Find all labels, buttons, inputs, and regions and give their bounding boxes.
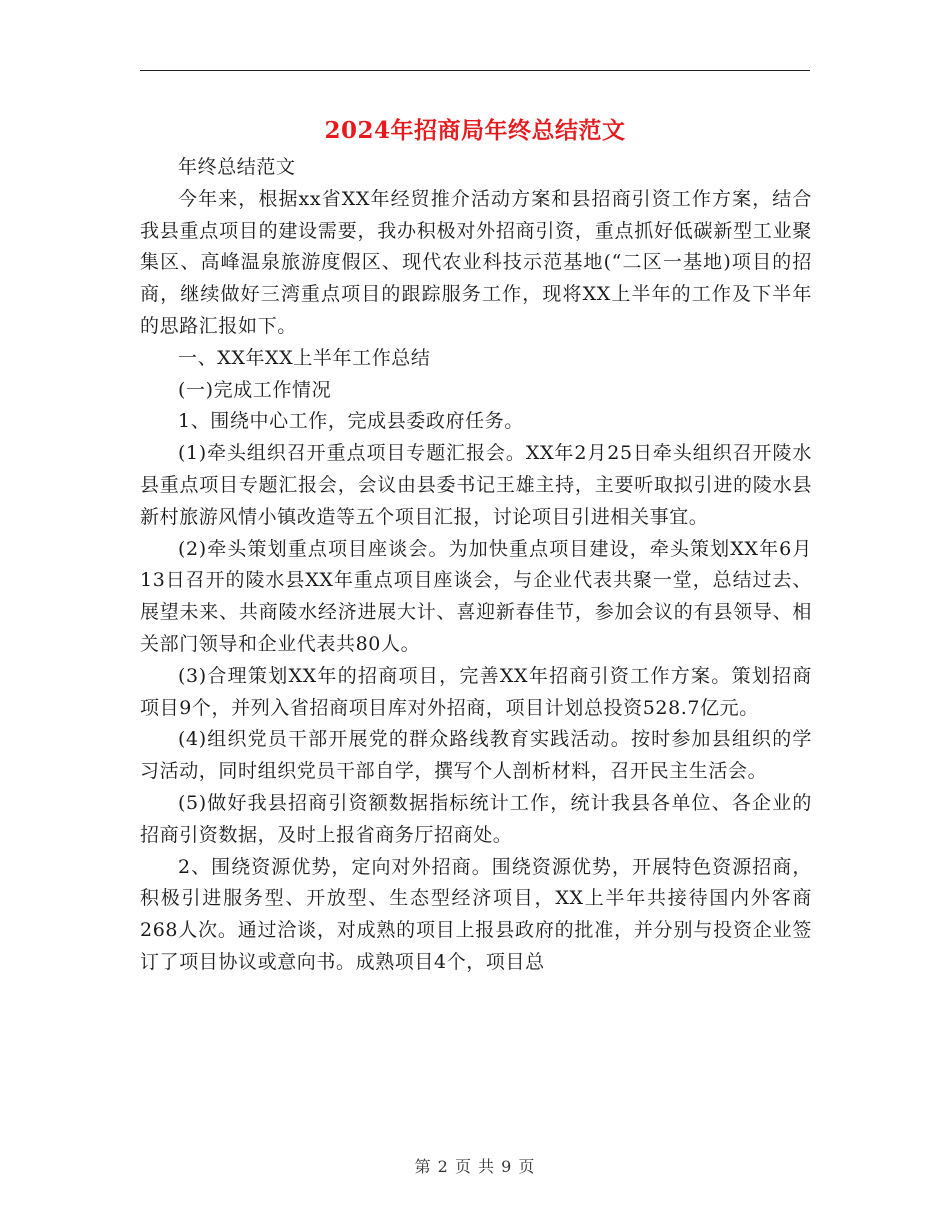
paragraph-item-2: (2)牵头策划重点项目座谈会。为加快重点项目建设，牵头策划XX年6月13日召开的陵水县XX年重点项目座谈会，与企业代表共聚一堂，总结过去、展望未来、共商陵水经济进展大计、喜迎新春佳节，参加会议的有县领导、相关部门领导和企业代表共80人。: [140, 537, 812, 655]
paragraph-subtitle: 年终总结范文: [178, 156, 296, 178]
paragraph-item-5: (5)做好我县招商引资额数据指标统计工作，统计我县各单位、各企业的招商引资数据，及时上报省商务厅招商处。: [140, 791, 812, 846]
paragraph-intro: 今年来，根据xx省XX年经贸推介活动方案和县招商引资工作方案，结合我县重点项目的建设需要，我办积极对外招商引资，重点抓好低碳新型工业聚集区、高峰温泉旅游度假区、现代农业科技示范基地(“二区一基地)项目的招商，继续做好三湾重点项目的跟踪服务工作，现将XX上半年的工作及下半年的思路汇报如下。: [140, 187, 812, 337]
subsection-heading: (一)完成工作情况: [178, 378, 332, 401]
header-rule: [140, 70, 810, 71]
paragraph-resources: 2、围绕资源优势，定向对外招商。围绕资源优势，开展特色资源招商，积极引进服务型、开放型、生态型经济项目，XX上半年共接待国内外客商268人次。通过洽谈，对成熟的项目上报县政府的批准，并分别与投资企业签订了项目协议或意向书。成熟项目4个，项目总: [140, 855, 812, 973]
page-number: 第 2 页 共 9 页: [414, 1157, 536, 1176]
document-body: [140, 152, 812, 979]
paragraph-item-3: (3)合理策划XX年的招商项目，完善XX年招商引资工作方案。策划招商项目9个，并列入省招商项目库对外招商，项目计划总投资528.7亿元。: [140, 664, 812, 719]
section-heading: 一、XX年XX上半年工作总结: [178, 346, 431, 369]
document-title: 2024年招商局年终总结范文: [324, 117, 626, 144]
paragraph-item-1: (1)牵头组织召开重点项目专题汇报会。XX年2月25日牵头组织召开陵水县重点项目专题汇报会，会议由县委书记王雄主持，主要听取拟引进的陵水县新村旅游风情小镇改造等五个项目汇报，讨论项目引进相关事宜。: [140, 442, 812, 528]
list-heading: 1、围绕中心工作，完成县委政府任务。: [178, 410, 524, 433]
paragraph-item-4: (4)组织党员干部开展党的群众路线教育实践活动。按时参加县组织的学习活动，同时组织党员干部自学，撰写个人剖析材料，召开民主生活会。: [140, 728, 812, 783]
